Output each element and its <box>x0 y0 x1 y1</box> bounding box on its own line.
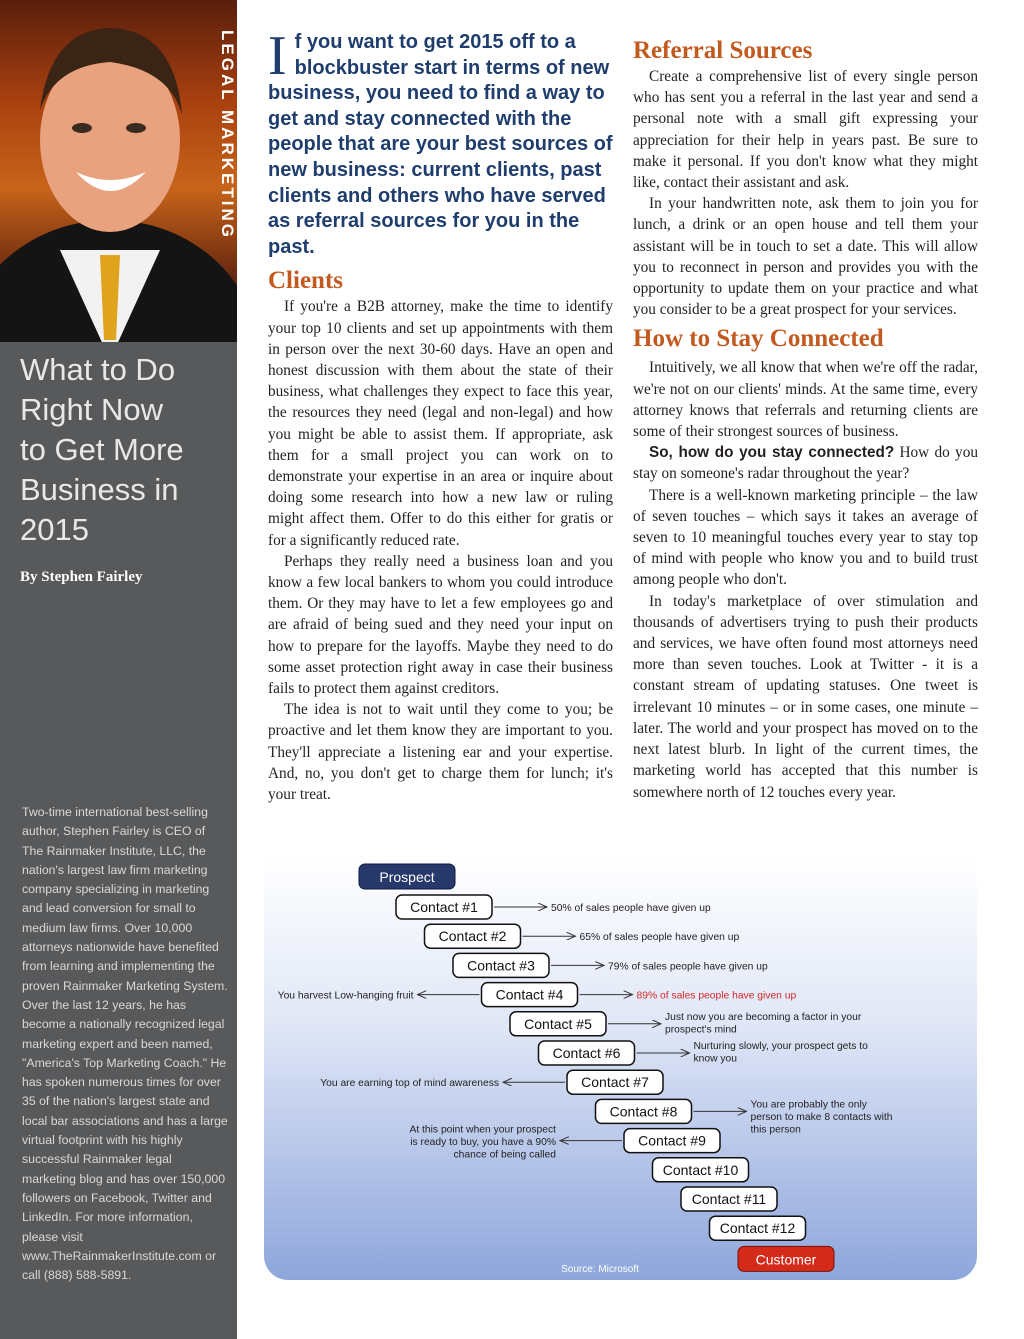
drop-cap: I <box>268 25 287 87</box>
referral-paragraph-1: Create a comprehensive list of every single person who has sent you a referral in the last year and send a personal note with a small gift expressing your appreciation for their help in years past. Be sure to make it personal. If you don't know what they might like, contact their assistant and ask. <box>633 68 978 192</box>
lead-paragraph <box>268 25 613 260</box>
contact-label: Contact #8 <box>609 1103 678 1120</box>
contact-label: Contact #3 <box>467 957 535 974</box>
column-left <box>268 25 613 805</box>
byline: By Stephen Fairley <box>20 569 143 585</box>
contact-label: Contact #5 <box>524 1015 592 1032</box>
prospect-label: Prospect <box>379 869 435 885</box>
title-line: to Get More <box>20 432 184 467</box>
title-line: Right Now <box>20 392 163 427</box>
note-left-text: At this point when your prospect <box>409 1124 556 1136</box>
contact-label: Contact #12 <box>719 1220 796 1237</box>
title-line: What to Do <box>20 352 176 387</box>
diagram-canvas <box>264 858 977 1280</box>
note-right-text: 79% of sales people have given up <box>608 961 768 973</box>
clients-paragraph-2: Perhaps they really need a business loan and you know a few local bankers to whom you could introduce them. Or they may have to let a few employees go and are afraid of being sued and they need your input on how to prepare for the layoffs. Maybe they need to do some asset protection right away in case their business fails to protect them against creditors. <box>268 552 613 697</box>
stay-paragraph-4: In today's marketplace of over stimulation and thousands of advertisers trying to push their products and services, we have often found most attorneys need more than seven touches. Look at Twitter - it is a constant stream of updating statuses. One tweet is irrelevant 10 minutes – or in some cases, one minute – later. The world and your prospect has moved on to the next latest blurb. In light of the current times, the marketing world has accepted that this number is somewhere north of 12 touches every year. <box>633 592 978 801</box>
stay-paragraph-3: There is a well-known marketing principle – the law of seven touches – which says it takes an average of seven to 10 meaningful touches every year to stay top of mind with people who know you and to build trust among people who don't. <box>633 486 978 589</box>
contact-label: Contact #7 <box>581 1074 649 1091</box>
author-portrait <box>0 0 237 342</box>
contact-label: Contact #10 <box>662 1161 739 1178</box>
contact-label: Contact #9 <box>638 1132 706 1149</box>
contact-staircase-diagram <box>264 858 977 1280</box>
note-right-text: 50% of sales people have given up <box>551 903 711 914</box>
contact-label: Contact #2 <box>438 928 507 945</box>
note-right-text: 89% of sales people have given up <box>636 990 797 1002</box>
stay-question-rest: How do you stay on someone's radar throughout the year? <box>633 444 978 483</box>
contact-label: Contact #4 <box>495 986 564 1003</box>
customer-label: Customer <box>755 1251 817 1268</box>
contact-label: Contact #11 <box>691 1191 767 1207</box>
clients-paragraph-3: The idea is not to wait until they come to you; be proactive and let them know they are important to you. They'll appreciate a listening ear and your expertise. And, no, you don't get to charge them for lunch; it's your treat. <box>268 701 613 804</box>
stay-paragraph-1: Intuitively, we all know that when we're off the radar, we're not on our clients' minds. At the same time, every attorney knows that referrals and returning clients are some of their strongest sources of business. <box>633 359 978 441</box>
note-right-text: person to make 8 contacts with <box>750 1111 893 1123</box>
stay-question: So, how do you stay connected? <box>649 444 895 462</box>
stay-connected-heading: How to Stay Connected <box>633 325 884 353</box>
lead-text: f you want to get 2015 off to a blockbuster start in terms of new business, you need to find a way to get and stay connected with the people that are your best sources of new business: current clients, past clients and others who have served as referral sources for you in the past. <box>268 31 613 258</box>
referral-paragraph-2: In your handwritten note, ask them to join you for lunch, a drink or an open house and tell them your assistant will be in touch to set a date. This will allow you to reconnect in person and provides you with the opportunity to update them on your practice and what you consider to be a great prospect for your services. <box>633 195 978 319</box>
note-right-text: Just now you are becoming a factor in your <box>665 1011 862 1023</box>
note-right-text: 65% of sales people have given up <box>579 932 740 944</box>
section-label: LEGAL MARKETING <box>218 30 237 240</box>
title-line: 2015 <box>20 512 89 547</box>
referral-heading: Referral Sources <box>633 37 813 64</box>
column-right <box>633 30 978 803</box>
note-right-text: know you <box>693 1053 738 1065</box>
clients-paragraph-1: If you're a B2B attorney, make the time to identify your top 10 clients and set up appointments with them in person over the next 30-60 days. Have an open and honest discussion with them about the state of their business, what challenges they expect to face this year, the resources they need (legal and non-legal) and how you might be able to assist them. If appropriate, ask them for a small project you can work on to demonstrate your expertise in an area or inquire about doing some research into how a new law or ruling might affect them. Offer to do this either for gratis or for a significantly reduced rate. <box>268 298 613 549</box>
note-left-text: You harvest Low-hanging fruit <box>277 990 414 1002</box>
stay-paragraph-2 <box>633 442 978 484</box>
note-right-text: You are probably the only <box>750 1099 867 1111</box>
note-left-text: is ready to buy, you have a 90% <box>410 1137 556 1149</box>
contact-label: Contact #6 <box>552 1045 621 1061</box>
note-right-text: prospect's mind <box>665 1024 737 1036</box>
author-bio: Two-time international best-selling author, Stephen Fairley is CEO of The Rainmaker Institute, LLC, the nation's largest law firm marketing company specializing in marketing and lead conversion for small to medium law firms. Over 10,000 attorneys nationwide have benefited from learning and implementing the proven Rainmaker Marketing System. Over the last 12 years, he has become a nationally recognized legal marketing expert and been named, "America's Top Marketing Coach." He has spoken numerous times for over 35 of the nation's largest state and local bar associations and has a large virtual footprint with his highly successful Rainmaker legal marketing blog and has over 150,000 followers on Facebook, Twitter and LinkedIn. For more information, please visit www.TheRainmakerInstitute.com or call (888) 588-5891. <box>22 805 228 1283</box>
sidebar <box>0 0 237 1339</box>
author-photo <box>0 0 237 342</box>
note-right-text: Nurturing slowly, your prospect gets to <box>693 1041 868 1052</box>
article-title <box>20 350 220 550</box>
note-left-text: You are earning top of mind awareness <box>320 1078 499 1090</box>
note-right-text: this person <box>750 1124 801 1136</box>
diagram-source: Source: Microsoft <box>561 1264 639 1275</box>
title-line: Business in <box>20 472 179 507</box>
contact-label: Contact #1 <box>410 899 478 915</box>
clients-heading: Clients <box>268 267 343 295</box>
note-left-text: chance of being called <box>453 1149 556 1161</box>
